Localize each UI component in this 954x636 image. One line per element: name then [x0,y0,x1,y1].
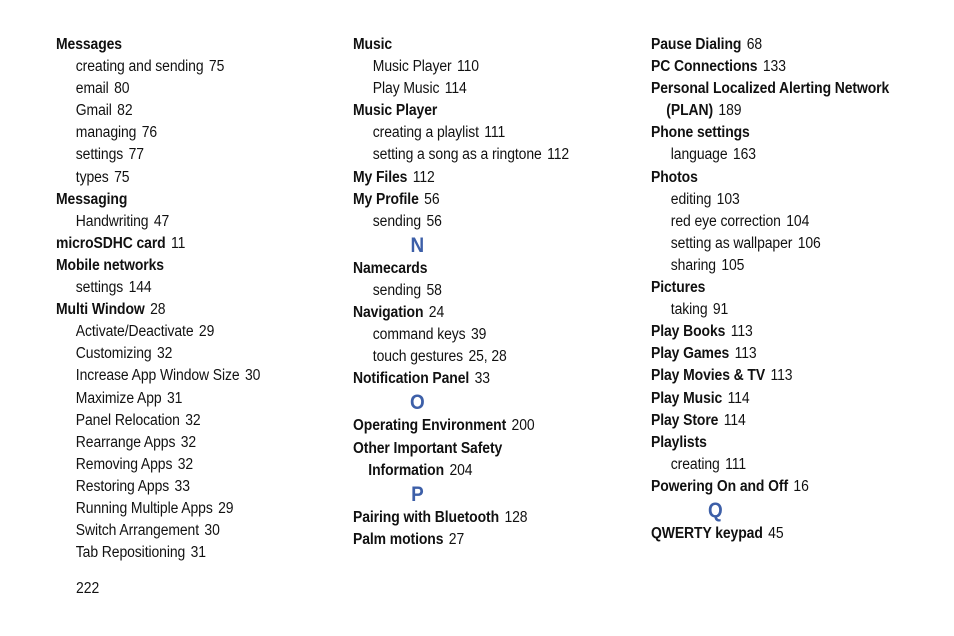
page-ref: 104 [786,212,810,230]
page-ref: 77 [128,146,144,164]
index-subentry [353,211,614,233]
index-subentry [353,122,614,144]
index-subentry [651,454,912,476]
index-term: touch gestures [372,348,464,366]
index-column-2 [353,34,614,551]
index-term: Messages [56,36,122,53]
page-ref: 114 [727,389,750,407]
page-ref: 56 [426,212,442,230]
index-term: sending [372,212,422,230]
page-ref: 32 [177,455,194,473]
index-subentry [56,211,317,233]
index-term: Pairing with Bluetooth [353,508,500,526]
index-subentry [56,277,317,299]
index-term: managing [75,124,137,142]
page-ref: 128 [504,508,528,526]
index-term: Activate/Deactivate [75,323,194,341]
page-ref: 30 [244,367,261,385]
index-subentry [353,56,614,78]
section-letter: N [410,233,425,257]
index-entry [353,167,614,189]
page-ref: 33 [474,370,490,388]
index-term: Other Important Safety [353,439,503,457]
index-entry [56,34,317,56]
page-number: 222 [76,580,100,597]
index-subentry [651,144,912,166]
page-ref: 133 [762,58,786,76]
section-letter: Q [708,498,723,522]
page-ref: 32 [185,411,201,429]
index-term: QWERTY keypad [651,524,763,542]
index-term: Music Player [372,58,452,76]
page-ref: 75 [114,168,130,186]
index-subentry [353,324,614,346]
index-term: Handwriting [75,212,149,230]
page-ref: 58 [426,281,442,299]
page-ref: 114 [723,411,746,429]
index-entry [651,167,912,189]
page-ref: 91 [712,301,729,319]
index-term: settings [75,279,124,297]
index-subentry [56,520,317,542]
index-subentry [56,498,317,520]
index-term: creating [670,455,720,473]
index-term: taking [670,301,708,319]
index-subentry [353,78,614,100]
index-entry [353,415,614,437]
index-subentry [56,454,317,476]
index-entry [353,302,614,324]
page-ref: 82 [117,102,133,120]
index-term: Customizing [75,345,152,363]
page-ref: 113 [730,323,753,341]
page-ref: 200 [511,417,535,435]
index-term: Play Music [372,80,440,98]
index-term: Switch Arrangement [75,522,200,540]
index-subentry [56,100,317,122]
index-entry [651,476,912,498]
index-term: Panel Relocation [75,411,180,429]
index-entry [56,233,317,255]
index-entry [353,189,614,211]
index-term: Phone settings [651,124,750,142]
page-ref: 103 [716,190,740,208]
index-term: sharing [670,256,716,274]
index-term: PC Connections [651,58,758,76]
page-ref: 113 [770,367,793,385]
index-term: Notification Panel [353,370,470,388]
index-subentry [651,255,912,277]
page-ref: 45 [768,524,784,542]
page-ref: 25, 28 [468,348,507,366]
section-letter: O [410,391,425,415]
index-subentry [56,321,317,343]
index-column-1 [56,34,317,564]
index-entry [353,100,614,122]
index-term: Namecards [353,259,428,277]
page-ref: 111 [484,124,506,142]
index-subentry [651,299,912,321]
index-subentry [56,78,317,100]
index-column-3 [651,34,912,545]
index-entry [56,299,317,321]
page-ref: 75 [208,58,225,76]
index-term: Information [368,461,445,479]
page-ref: 16 [793,477,809,495]
page-ref: 80 [114,80,130,98]
index-term: Palm motions [353,530,444,548]
index-term: Navigation [353,304,424,322]
page-ref: 30 [204,522,220,540]
index-term: (PLAN) [666,102,714,120]
index-entry [651,122,912,144]
index-subentry [56,410,317,432]
index-subentry [56,542,317,564]
index-term: red eye correction [670,212,781,230]
index-term: Removing Apps [75,455,173,473]
index-entry [56,255,317,277]
page-ref: 27 [448,530,465,548]
index-subentry [56,476,317,498]
index-subentry [651,211,912,233]
index-subentry [651,189,912,211]
page-ref: 39 [470,326,487,344]
page-ref: 68 [746,36,763,53]
index-entry [651,56,912,78]
index-term: Pictures [651,279,706,297]
index-term: Play Books [651,323,726,341]
page-ref: 29 [218,499,234,517]
index-entry [353,438,614,460]
index-subentry [56,432,317,454]
index-term: microSDHC card [56,234,166,252]
index-term: Playlists [651,433,707,451]
index-subentry [56,122,317,144]
index-term: Powering On and Off [651,477,789,495]
index-term: Music Player [353,102,438,120]
index-entry [353,529,614,551]
index-subentry [353,144,614,166]
index-term: Rearrange Apps [75,433,176,451]
index-subentry [56,56,317,78]
index-term: Play Music [651,389,723,407]
index-term: Maximize App [75,389,162,407]
page-ref: 189 [718,102,742,120]
index-term: Photos [651,168,698,186]
index-term: Play Games [651,345,730,363]
index-term: Pause Dialing [651,36,742,53]
page-ref: 106 [797,234,821,252]
index-term: Running Multiple Apps [75,499,213,517]
index-term: settings [75,146,124,164]
index-term: Personal Localized Alerting Network [651,80,890,98]
page-ref: 29 [198,323,215,341]
page-ref: 33 [174,477,190,495]
index-term: creating and sending [75,58,204,76]
index-entry [651,78,912,100]
page-ref: 110 [456,58,479,76]
index-term: Operating Environment [353,417,507,435]
index-entry [651,343,912,365]
index-entry [353,368,614,390]
index-term: creating a playlist [372,124,479,142]
index-entry [651,410,912,432]
index-term: Messaging [56,190,128,208]
page-ref: 112 [547,146,570,164]
page-ref: 163 [732,146,756,164]
index-term: Multi Window [56,301,145,319]
page-ref: 76 [141,124,158,142]
index-term: language [670,146,728,164]
index-entry [651,388,912,410]
index-subentry [56,343,317,365]
index-entry [353,460,614,482]
page-ref: 56 [424,190,440,208]
index-term: Mobile networks [56,256,164,274]
index-entry [353,258,614,280]
index-term: My Files [353,168,408,186]
index-subentry [56,144,317,166]
index-term: My Profile [353,190,419,208]
index-term: sending [372,281,422,299]
index-entry [651,100,912,122]
index-entry [353,507,614,529]
index-entry [353,34,614,56]
index-term: Play Store [651,411,719,429]
page-ref: 31 [190,544,206,562]
section-letter: P [411,482,424,506]
page-ref: 32 [156,345,173,363]
index-term: Increase App Window Size [75,367,240,385]
page-ref: 112 [412,168,435,186]
page-ref: 11 [171,234,186,252]
page-ref: 31 [166,389,183,407]
index-term: command keys [372,326,466,344]
page-ref: 111 [725,455,747,473]
index-term: setting a song as a ringtone [372,146,542,164]
index-entry [651,365,912,387]
page-ref: 113 [734,345,757,363]
index-entry [651,277,912,299]
index-subentry [353,346,614,368]
index-subentry [56,167,317,189]
index-subentry [56,365,317,387]
index-subentry [353,280,614,302]
page-ref: 47 [153,212,170,230]
index-subentry [56,388,317,410]
index-entry [651,432,912,454]
index-term: Restoring Apps [75,477,170,495]
page-ref: 24 [428,304,445,322]
index-term: email [75,80,109,98]
index-entry [651,321,912,343]
index-term: Music [353,36,393,53]
index-subentry [651,233,912,255]
index-entry [56,189,317,211]
index-entry [651,34,912,56]
index-term: types [75,168,109,186]
page-ref: 28 [150,301,166,319]
index-term: Play Movies & TV [651,367,766,385]
page-ref: 105 [721,256,745,274]
page-ref: 144 [128,279,152,297]
index-entry [651,523,912,545]
index-term: Tab Repositioning [75,544,186,562]
index-term: Gmail [75,102,112,120]
index-term: editing [670,190,712,208]
page-ref: 114 [444,80,467,98]
page-ref: 204 [449,461,473,479]
index-term: setting as wallpaper [670,234,793,252]
page-ref: 32 [180,433,197,451]
